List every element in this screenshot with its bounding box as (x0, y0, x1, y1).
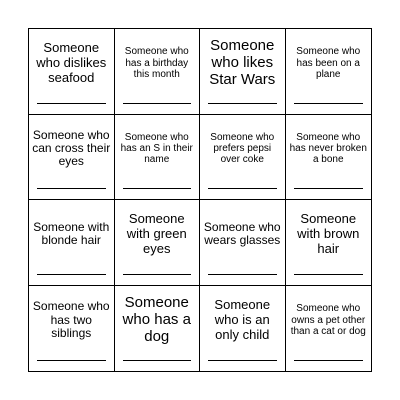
bingo-cell-text: Someone who prefers pepsi over coke (210, 131, 275, 166)
bingo-cell-text: Someone with green eyes (126, 211, 187, 256)
name-blank-line (208, 188, 277, 189)
bingo-cell[interactable] (115, 200, 201, 286)
name-blank-line (294, 274, 364, 275)
name-blank-line (208, 274, 277, 275)
bingo-cell-text: Someone who has been on a plane (296, 46, 361, 80)
name-blank-line (123, 360, 192, 361)
bingo-cell-text: Someone who is an only child (214, 297, 271, 342)
bingo-cell-text: Someone who has two siblings (32, 299, 110, 340)
bingo-cell[interactable] (286, 200, 372, 286)
bingo-cell[interactable] (200, 200, 286, 286)
name-blank-line (123, 274, 192, 275)
bingo-cell[interactable] (29, 200, 115, 286)
name-blank-line (37, 103, 106, 104)
name-blank-line (123, 103, 192, 104)
bingo-cell-text: Someone who has never broken a bone (289, 131, 367, 166)
name-blank-line (294, 103, 364, 104)
name-blank-line (37, 188, 106, 189)
bingo-cell-text: Someone with brown hair (297, 211, 360, 256)
bingo-cell[interactable] (29, 286, 115, 372)
bingo-cell[interactable] (286, 29, 372, 115)
bingo-cell-text: Someone who can cross their eyes (32, 127, 111, 169)
bingo-cell-text: Someone who has an S in their name (120, 131, 193, 166)
name-blank-line (123, 188, 192, 189)
name-blank-line (208, 360, 277, 361)
bingo-cell[interactable] (29, 115, 115, 201)
bingo-cell[interactable] (115, 115, 201, 201)
bingo-cell-text: Someone who wears glasses (203, 219, 281, 248)
bingo-cell-text: Someone who dislikes seafood (36, 40, 107, 85)
bingo-cell-text: Someone with blonde hair (33, 219, 110, 248)
bingo-cell-text: Someone who owns a pet other than a cat or dog (290, 303, 366, 337)
bingo-cell-text: Someone who has a birthday this month (124, 46, 189, 80)
name-blank-line (37, 360, 106, 361)
name-blank-line (208, 103, 277, 104)
bingo-cell[interactable] (115, 286, 201, 372)
bingo-cell[interactable] (115, 29, 201, 115)
name-blank-line (294, 360, 364, 361)
bingo-cell-text: Someone who likes Star Wars (209, 37, 276, 88)
bingo-cell[interactable] (200, 29, 286, 115)
bingo-cell[interactable] (200, 115, 286, 201)
bingo-cell-text: Someone who has a dog (122, 294, 191, 345)
bingo-cell[interactable] (286, 115, 372, 201)
name-blank-line (294, 188, 364, 189)
bingo-cell[interactable] (200, 286, 286, 372)
bingo-cell[interactable] (286, 286, 372, 372)
bingo-board (28, 28, 372, 372)
bingo-cell[interactable] (29, 29, 115, 115)
name-blank-line (37, 274, 106, 275)
